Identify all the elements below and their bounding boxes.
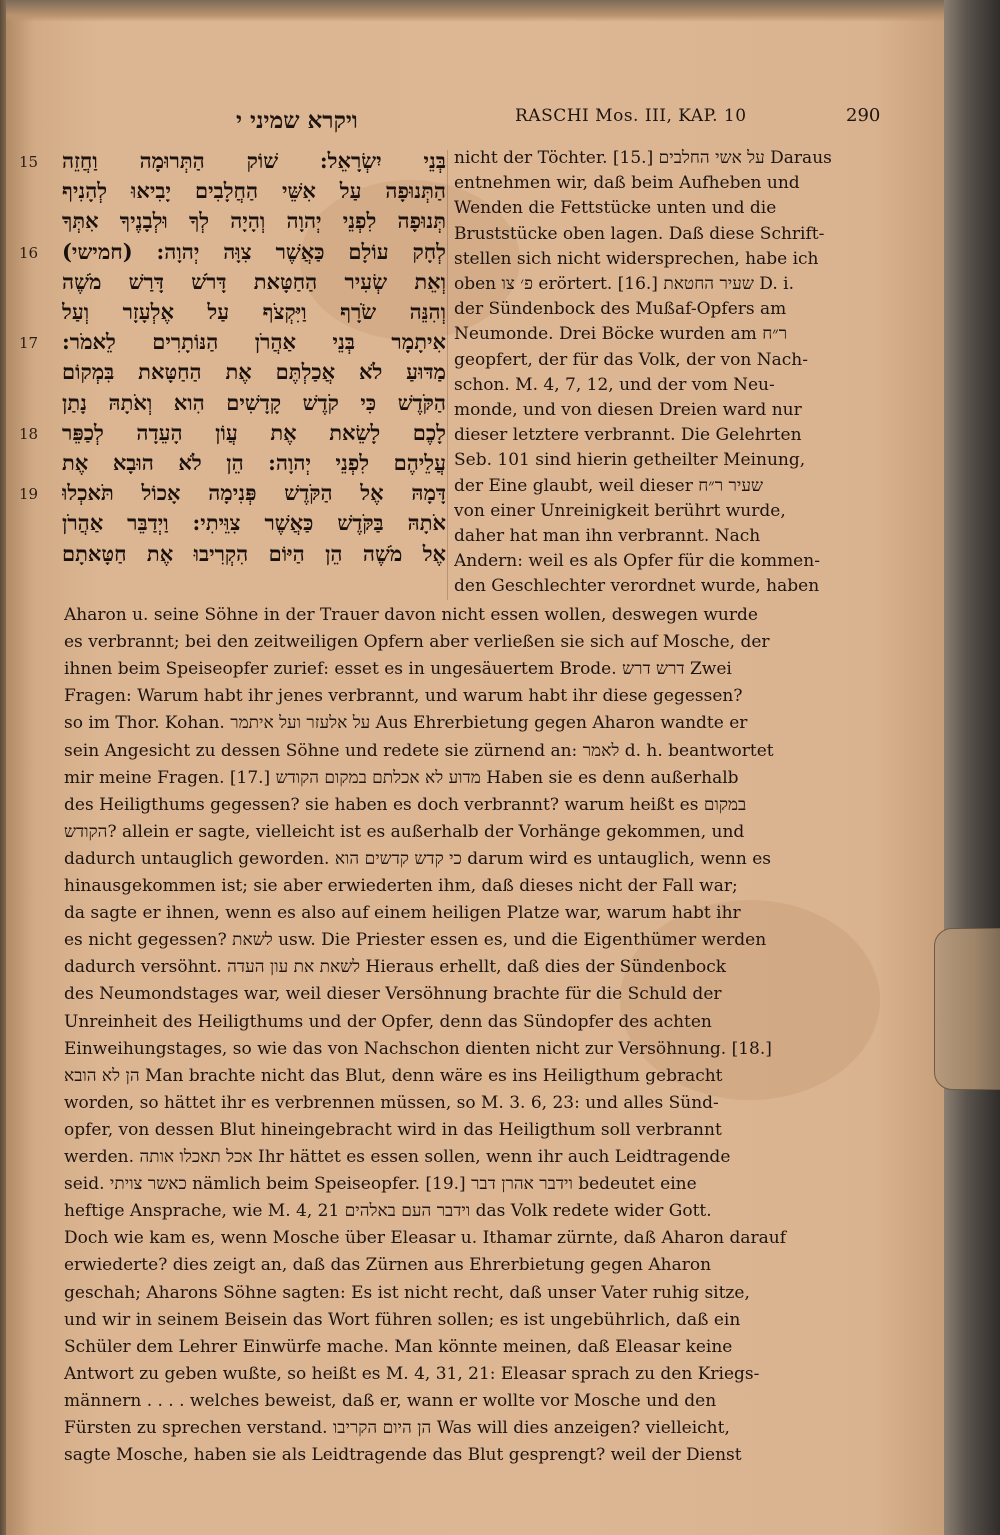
commentary-line: stellen sich nicht widersprechen, habe ich: [454, 248, 819, 269]
hebrew-verse-line: אֶל מֹשֶׁה הֵן הַיּוֹם הִקְרִיבוּ אֶת חַטָּאתָם: [62, 540, 446, 566]
commentary-line: Unreinheit des Heiligthums und der Opfer, denn das Sündopfer des achten: [64, 1011, 712, 1032]
commentary-line: dieser letztere verbrannt. Die Gelehrten: [454, 425, 802, 446]
commentary-line: הן לא הובא Man brachte nicht das Blut, denn wäre es ins Heiligthum gebracht: [64, 1065, 723, 1086]
commentary-line: Seb. 101 sind hierin getheilter Meinung,: [454, 450, 806, 471]
commentary-line: es verbrannt; bei den zeitweiligen Opfern aber verließen sie sich auf Mosche, der: [64, 632, 770, 653]
hebrew-verse-line: מַדּוּעַ לֹא אֲכַלְתֶּם אֶת הַחַטָּאת בִּמְקוֹם: [62, 359, 446, 385]
page-top-shadow: [6, 0, 944, 22]
hebrew-verse-line: אִיתָמָר בְּנֵי אַהֲרֹן הַנּוֹתָרִים לֵאמֹר:: [62, 329, 446, 355]
commentary-line: mir meine Fragen. [17.] מדוע לא אכלתם במקום הקודש Haben sie es denn außerhalb: [64, 767, 739, 788]
verse-number: 16: [19, 243, 39, 262]
commentary-line: Schüler dem Lehrer Einwürfe mache. Man könnte meinen, daß Eleasar keine: [64, 1336, 733, 1357]
commentary-line: da sagte er ihnen, wenn es also auf einem heiligen Platze war, warum habt ihr: [64, 903, 741, 924]
hebrew-verse-line: עֲלֵיהֶם לִפְנֵי יְהוָה: הֵן לֹא הוּבָא אֶת: [62, 450, 446, 475]
commentary-line: Bruststücke oben lagen. Daß diese Schrift-: [454, 223, 825, 244]
column-divider: [447, 150, 448, 600]
hebrew-verse-line: בְּנֵי יִשְׂרָאֵל: שׁוֹק הַתְּרוּמָה וַחֲזֵה: [62, 148, 446, 173]
hebrew-verse-line: הַקֹּדֶשׁ כִּי קֹדֶשׁ קָדָשִׁים הִוא וְאֹתָהּ נָתַן: [62, 389, 446, 415]
commentary-line: so im Thor. Kohan. על אלעזר ועל איתמר Aus Ehrerbietung gegen Aharon wandte er: [64, 713, 748, 734]
commentary-line: geopfert, der für das Volk, der von Nach-: [454, 349, 808, 370]
hebrew-verse-line: דָּמָהּ אֶל הַקֹּדֶשׁ פְּנִימָה אָכוֹל תֹּאכְלוּ: [62, 480, 446, 506]
commentary-line: des Heiligthums gegessen? sie haben es doch verbrannt? warum heißt es במקום: [64, 794, 747, 815]
commentary-line: der Sündenbock des Mußaf-Opfers am: [454, 299, 787, 320]
commentary-line: erwiederte? dies zeigt an, daß das Zürnen aus Ehrerbietung gegen Aharon: [64, 1255, 712, 1276]
commentary-line: des Neumondstages war, weil dieser Versöhnung brachte für die Schuld der: [64, 984, 722, 1005]
commentary-line: den Geschlechter verordnet wurde, haben: [454, 576, 820, 597]
hebrew-verse-line: לְחָק עוֹלָם כַּאֲשֶׁר צִוָּה יְהוָה: (חמישי): [62, 238, 446, 264]
commentary-line: Fürsten zu sprechen verstand. הן היום הקריבו Was will dies anzeigen? vielleicht,: [64, 1418, 730, 1438]
commentary-line: הקודש? allein er sagte, vielleicht ist es außerhalb der Vorhänge gekommen, und: [64, 821, 745, 842]
commentary-line: Doch wie kam es, wenn Mosche über Eleasar u. Ithamar zürnte, daß Aharon darauf: [64, 1228, 787, 1249]
commentary-line: opfer, von dessen Blut hineingebracht wird in das Heiligthum soll verbrannt: [64, 1119, 722, 1140]
hebrew-verse-line: לָכֶם לָשֵׂאת אֶת עֲוֹן הָעֵדָה לְכַפֵּר: [62, 419, 446, 445]
commentary-line: hinausgekommen ist; sie aber erwiederten ihm, daß dieses nicht der Fall war;: [64, 876, 738, 896]
commentary-line: oben פ׳ צו erörtert. [16.] שעיר החטאת D. i.: [454, 274, 794, 294]
page-stack-edge: [944, 0, 1000, 1535]
hebrew-verse-line: אֹתָהּ בַּקֹּדֶשׁ כַּאֲשֶׁר צִוֵּיתִי: וַיְדַבֵּר אַהֲרֹן: [62, 510, 446, 536]
commentary-line: dadurch untauglich geworden. כי קדש קדשים הוא darum wird es untauglich, wenn es: [64, 848, 772, 869]
commentary-line: geschah; Aharons Söhne sagten: Es ist nicht recht, daß unser Vater ruhig sitze,: [64, 1282, 750, 1303]
commentary-line: Neumonde. Drei Böcke wurden am ר״ח: [454, 324, 788, 345]
thumb-index-tab: [934, 928, 1000, 1090]
verse-number: 18: [19, 424, 39, 443]
commentary-line: von einer Unreinigkeit berührt wurde,: [454, 500, 786, 521]
commentary-line: heftige Ansprache, wie M. 4, 21 וידבר העם באלהים das Volk redete wider Gott.: [64, 1201, 712, 1222]
commentary-line: dadurch versöhnt. לשאת את עון העדה Hieraus erhellt, daß dies der Sündenbock: [64, 957, 727, 978]
hebrew-verse-line: וְהִנֵּה שֹׂרָף וַיִּקְצֹף עַל אֶלְעָזָר וְעַל: [62, 299, 446, 324]
commentary-line: sagte Mosche, haben sie als Leidtragende das Blut gesprengt? weil der Dienst: [64, 1445, 742, 1466]
hebrew-verse-line: הַתְּנוּפָה עַל אִשֵּׁי הַחֲלָבִים יָבִיאוּ לְהָנִיף: [62, 178, 446, 204]
hebrew-running-title: ויקרא שמיני י: [236, 107, 358, 134]
commentary-line: Fragen: Warum habt ihr jenes verbrannt, und warum habt ihr diese gegessen?: [64, 686, 743, 707]
commentary-line: Einweihungstages, so wie das von Nachschon dienten nicht zur Versöhnung. [18.]: [64, 1038, 772, 1059]
commentary-line: Andern: weil es als Opfer für die kommen-: [454, 551, 820, 572]
verse-number: 15: [19, 153, 39, 171]
commentary-line: der Eine glaubt, weil dieser שעיר ר״ח: [454, 475, 763, 496]
commentary-line: und wir in seinem Beisein das Wort führen sollen; es ist ungebührlich, daß ein: [64, 1309, 741, 1330]
hebrew-verse-line: וְאֵת שְׂעִיר הַחַטָּאת דָּרֹשׁ דָּרַשׁ מֹשֶׁה: [62, 268, 446, 294]
commentary-line: schon. M. 4, 7, 12, und der vom Neu-: [454, 374, 775, 395]
commentary-line: ihnen beim Speiseopfer zurief: esset es in ungesäuertem Brode. דרש דרש Zwei: [64, 659, 732, 680]
commentary-line: worden, so hättet ihr es verbrennen müssen, so M. 3. 6, 23: und alles Sünd-: [64, 1092, 719, 1113]
commentary-line: nicht der Töchter. [15.] על אשי החלבים Daraus: [454, 148, 832, 168]
commentary-line: monde, und von diesen Dreien ward nur: [454, 400, 802, 420]
running-title: RASCHI Mos. III, KAP. 10: [515, 106, 747, 126]
commentary-line: es nicht gegessen? לשאת usw. Die Priester essen es, und die Eigenthümer werden: [64, 930, 767, 951]
commentary-line: Aharon u. seine Söhne in der Trauer davon nicht essen wollen, deswegen wurde: [64, 605, 758, 625]
commentary-line: werden. אכל תאכלו אותה Ihr hättet es essen sollen, wenn ihr auch Leidtragende: [64, 1147, 731, 1167]
commentary-line: Wenden die Fettstücke unten und die: [454, 198, 777, 219]
verse-number: 19: [19, 485, 39, 504]
verse-number: 17: [19, 334, 39, 353]
commentary-line: entnehmen wir, daß beim Aufheben und: [454, 173, 800, 194]
commentary-line: Antwort zu geben wußte, so heißt es M. 4, 31, 21: Eleasar sprach zu den Kriegs-: [64, 1363, 760, 1384]
commentary-line: daher hat man ihn verbrannt. Nach: [454, 526, 761, 546]
commentary-line: männern . . . . welches beweist, daß er, wann er wollte vor Mosche und den: [64, 1390, 717, 1411]
hebrew-verse-line: תְּנוּפָה לִפְנֵי יְהוָה וְהָיָה לְךָ וּלְבָנֶיךָ אִתְּךָ: [62, 208, 446, 234]
commentary-line: seid. כאשר צויתי nämlich beim Speiseopfer. [19.] וידבר אהרן דבר bedeutet eine: [64, 1174, 697, 1195]
commentary-line: sein Angesicht zu dessen Söhne und redete sie zürnend an: לאמר d. h. beantwortet: [64, 740, 774, 761]
page-number: 290: [846, 105, 881, 126]
